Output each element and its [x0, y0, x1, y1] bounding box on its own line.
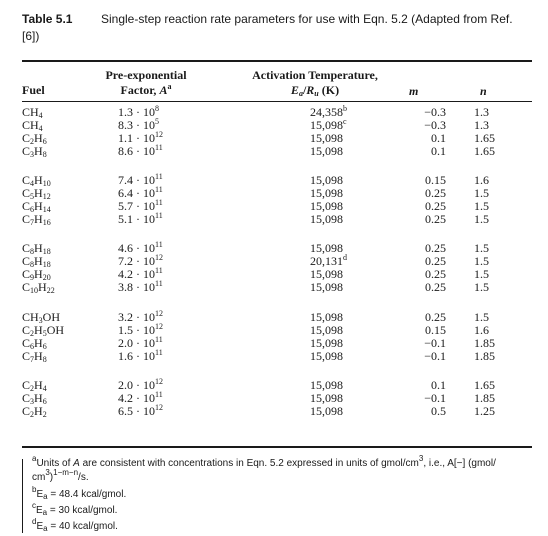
table-row — [22, 337, 532, 350]
pre-exponential-cell: $2.0 \cdot 10^{12}$ — [118, 377, 163, 392]
table-row — [22, 187, 532, 200]
footnote-d: $^dE_a = 40$ kcal/gmol. — [32, 517, 118, 533]
pre-exponential-cell: $1.6 \cdot 10^{11}$ — [118, 348, 163, 363]
fuel-cell: $C_2H_5OH$ — [22, 323, 65, 338]
n-cell: 1.85 — [474, 336, 495, 350]
n-cell: 1.6 — [474, 173, 489, 187]
table-row — [22, 145, 532, 158]
pre-exponential-cell: $5.1 \cdot 10^{11}$ — [118, 211, 163, 226]
fuel-cell: $C_4H_{10}$ — [22, 173, 51, 188]
pre-exponential-cell: $4.2 \cdot 10^{11}$ — [118, 266, 163, 281]
m-cell: 0.25 — [425, 280, 446, 294]
header-act-line2: $E_a/R_u$ (K) — [290, 83, 340, 98]
footnote-bar — [22, 459, 23, 533]
activation-temperature-cell: 15,098 — [310, 131, 343, 145]
n-cell: 1.5 — [474, 212, 489, 226]
m-cell: 0.15 — [425, 323, 446, 337]
table-row — [22, 132, 532, 145]
footnote-a-continued: $cm^3)^{1-m-n}/s$. — [32, 468, 89, 483]
n-cell: 1.65 — [474, 378, 495, 392]
table-row — [22, 200, 532, 213]
activation-temperature-cell: 24,358$^b$ — [310, 104, 347, 119]
activation-temperature-cell: 15,098 — [310, 336, 343, 350]
n-cell: 1.5 — [474, 310, 489, 324]
table-row — [22, 379, 532, 392]
pre-exponential-cell: $8.3 \cdot 10^5$ — [118, 117, 159, 132]
table-row — [22, 281, 532, 294]
table-row — [22, 268, 532, 281]
header-pre-exp-line2: Factor, $A^a$ — [120, 82, 172, 97]
header-n: n — [480, 84, 487, 98]
n-cell: 1.5 — [474, 186, 489, 200]
m-cell: 0.25 — [425, 310, 446, 324]
activation-temperature-cell: 15,098 — [310, 349, 343, 363]
activation-temperature-cell: 15,098 — [310, 280, 343, 294]
n-cell: 1.85 — [474, 391, 495, 405]
fuel-cell: $C_5H_{12}$ — [22, 186, 51, 201]
fuel-cell: $C_6H_6$ — [22, 336, 47, 351]
n-cell: 1.5 — [474, 241, 489, 255]
pre-exponential-cell: $3.8 \cdot 10^{11}$ — [118, 279, 163, 294]
fuel-cell: $C_9H_{20}$ — [22, 267, 51, 282]
m-cell: 0.15 — [425, 173, 446, 187]
pre-exponential-cell: $4.6 \cdot 10^{11}$ — [118, 240, 163, 255]
bottom-rule — [22, 446, 532, 448]
fuel-cell: $C_3H_6$ — [22, 391, 47, 406]
activation-temperature-cell: 15,098 — [310, 212, 343, 226]
activation-temperature-cell: 15,098 — [310, 391, 343, 405]
m-cell: −0.1 — [424, 336, 446, 350]
pre-exponential-cell: $1.3 \cdot 10^8$ — [118, 104, 159, 119]
activation-temperature-cell: 15,098 — [310, 186, 343, 200]
activation-temperature-cell: 15,098 — [310, 310, 343, 324]
fuel-cell: $C_7H_{16}$ — [22, 212, 51, 227]
m-cell: 0.25 — [425, 199, 446, 213]
m-cell: 0.25 — [425, 212, 446, 226]
header-activation-temperature — [242, 68, 388, 98]
table-row — [22, 119, 532, 132]
n-cell: 1.5 — [474, 267, 489, 281]
fuel-cell: $C_8H_{18}$ — [22, 254, 51, 269]
footnote-c: $^cE_a = 30$ kcal/gmol. — [32, 501, 118, 517]
m-cell: −0.1 — [424, 391, 446, 405]
activation-temperature-cell: 15,098 — [310, 199, 343, 213]
n-cell: 1.5 — [474, 280, 489, 294]
header-m: m — [409, 84, 419, 98]
footnote-b: $^bE_a = 48.4$ kcal/gmol. — [32, 485, 127, 501]
activation-temperature-cell: 15,098 — [310, 241, 343, 255]
table-row — [22, 213, 532, 226]
m-cell: 0.25 — [425, 254, 446, 268]
fuel-cell: $C_3H_8$ — [22, 144, 47, 159]
fuel-cell: $C_8H_{18}$ — [22, 241, 51, 256]
m-cell: 0.25 — [425, 267, 446, 281]
pre-exponential-cell: $3.2 \cdot 10^{12}$ — [118, 309, 163, 324]
table-row — [22, 106, 532, 119]
table-row — [22, 311, 532, 324]
header-act-line1: Activation Temperature, — [252, 68, 378, 82]
fuel-cell: $C_6H_{14}$ — [22, 199, 51, 214]
activation-temperature-cell: 15,098 — [310, 323, 343, 337]
fuel-cell: $CH_4$ — [22, 118, 43, 133]
n-cell: 1.85 — [474, 349, 495, 363]
header-pre-exponential — [96, 68, 196, 98]
fuel-cell: $CH_4$ — [22, 105, 43, 120]
m-cell: −0.1 — [424, 349, 446, 363]
pre-exponential-cell: $8.6 \cdot 10^{11}$ — [118, 143, 163, 158]
n-cell: 1.5 — [474, 199, 489, 213]
n-cell: 1.5 — [474, 254, 489, 268]
pre-exponential-cell: $4.2 \cdot 10^{11}$ — [118, 390, 163, 405]
activation-temperature-cell: 20,131$^d$ — [310, 253, 347, 268]
pre-exponential-cell: $5.7 \cdot 10^{11}$ — [118, 198, 163, 213]
n-cell: 1.6 — [474, 323, 489, 337]
fuel-cell: $C_2H_6$ — [22, 131, 47, 146]
table-title-continuation: [6]) — [22, 29, 40, 43]
n-cell: 1.3 — [474, 118, 489, 132]
table-label: Table 5.1 — [22, 12, 73, 26]
activation-temperature-cell: 15,098 — [310, 378, 343, 392]
n-cell: 1.3 — [474, 105, 489, 119]
n-cell: 1.65 — [474, 144, 495, 158]
table-row — [22, 324, 532, 337]
activation-temperature-cell: 15,098 — [310, 267, 343, 281]
header-fuel: Fuel — [22, 83, 45, 97]
n-cell: 1.25 — [474, 404, 495, 418]
table-title: Single-step reaction rate parameters for use with Eqn. 5.2 (Adapted from Ref. — [101, 12, 513, 26]
footnote-a: $^a$Units of A are consistent with concentrations in Eqn. 5.2 expressed in units of gmol/$cm^3$, i.e., A[−] (gmol/ — [32, 454, 496, 469]
table-row — [22, 174, 532, 187]
pre-exponential-cell: $2.0 \cdot 10^{11}$ — [118, 335, 163, 350]
pre-exponential-cell: $6.5 \cdot 10^{12}$ — [118, 403, 163, 418]
m-cell: 0.25 — [425, 186, 446, 200]
top-rule — [22, 60, 532, 62]
table-row — [22, 350, 532, 363]
pre-exponential-cell: $7.2 \cdot 10^{12}$ — [118, 253, 163, 268]
pre-exponential-cell: $6.4 \cdot 10^{11}$ — [118, 185, 163, 200]
header-rule — [22, 101, 532, 102]
activation-temperature-cell: 15,098$^c$ — [310, 117, 347, 132]
m-cell: 0.1 — [431, 131, 446, 145]
m-cell: 0.25 — [425, 241, 446, 255]
activation-temperature-cell: 15,098 — [310, 173, 343, 187]
m-cell: 0.1 — [431, 378, 446, 392]
table-row — [22, 392, 532, 405]
fuel-cell: $C_2H_2$ — [22, 404, 47, 419]
table-row — [22, 255, 532, 268]
fuel-cell: $C_{10}H_{22}$ — [22, 280, 55, 295]
activation-temperature-cell: 15,098 — [310, 144, 343, 158]
m-cell: 0.1 — [431, 144, 446, 158]
header-pre-exp-line1: Pre-exponential — [105, 68, 187, 82]
n-cell: 1.65 — [474, 131, 495, 145]
activation-temperature-cell: 15,098 — [310, 404, 343, 418]
fuel-cell: $C_7H_8$ — [22, 349, 47, 364]
pre-exponential-cell: $1.5 \cdot 10^{12}$ — [118, 322, 163, 337]
m-cell: −0.3 — [424, 105, 446, 119]
fuel-cell: $CH_3OH$ — [22, 310, 61, 325]
pre-exponential-cell: $1.1 \cdot 10^{12}$ — [118, 130, 163, 145]
fuel-cell: $C_2H_4$ — [22, 378, 47, 393]
table-row — [22, 405, 532, 418]
m-cell: −0.3 — [424, 118, 446, 132]
pre-exponential-cell: $7.4 \cdot 10^{11}$ — [118, 172, 163, 187]
m-cell: 0.5 — [431, 404, 446, 418]
table-row — [22, 242, 532, 255]
